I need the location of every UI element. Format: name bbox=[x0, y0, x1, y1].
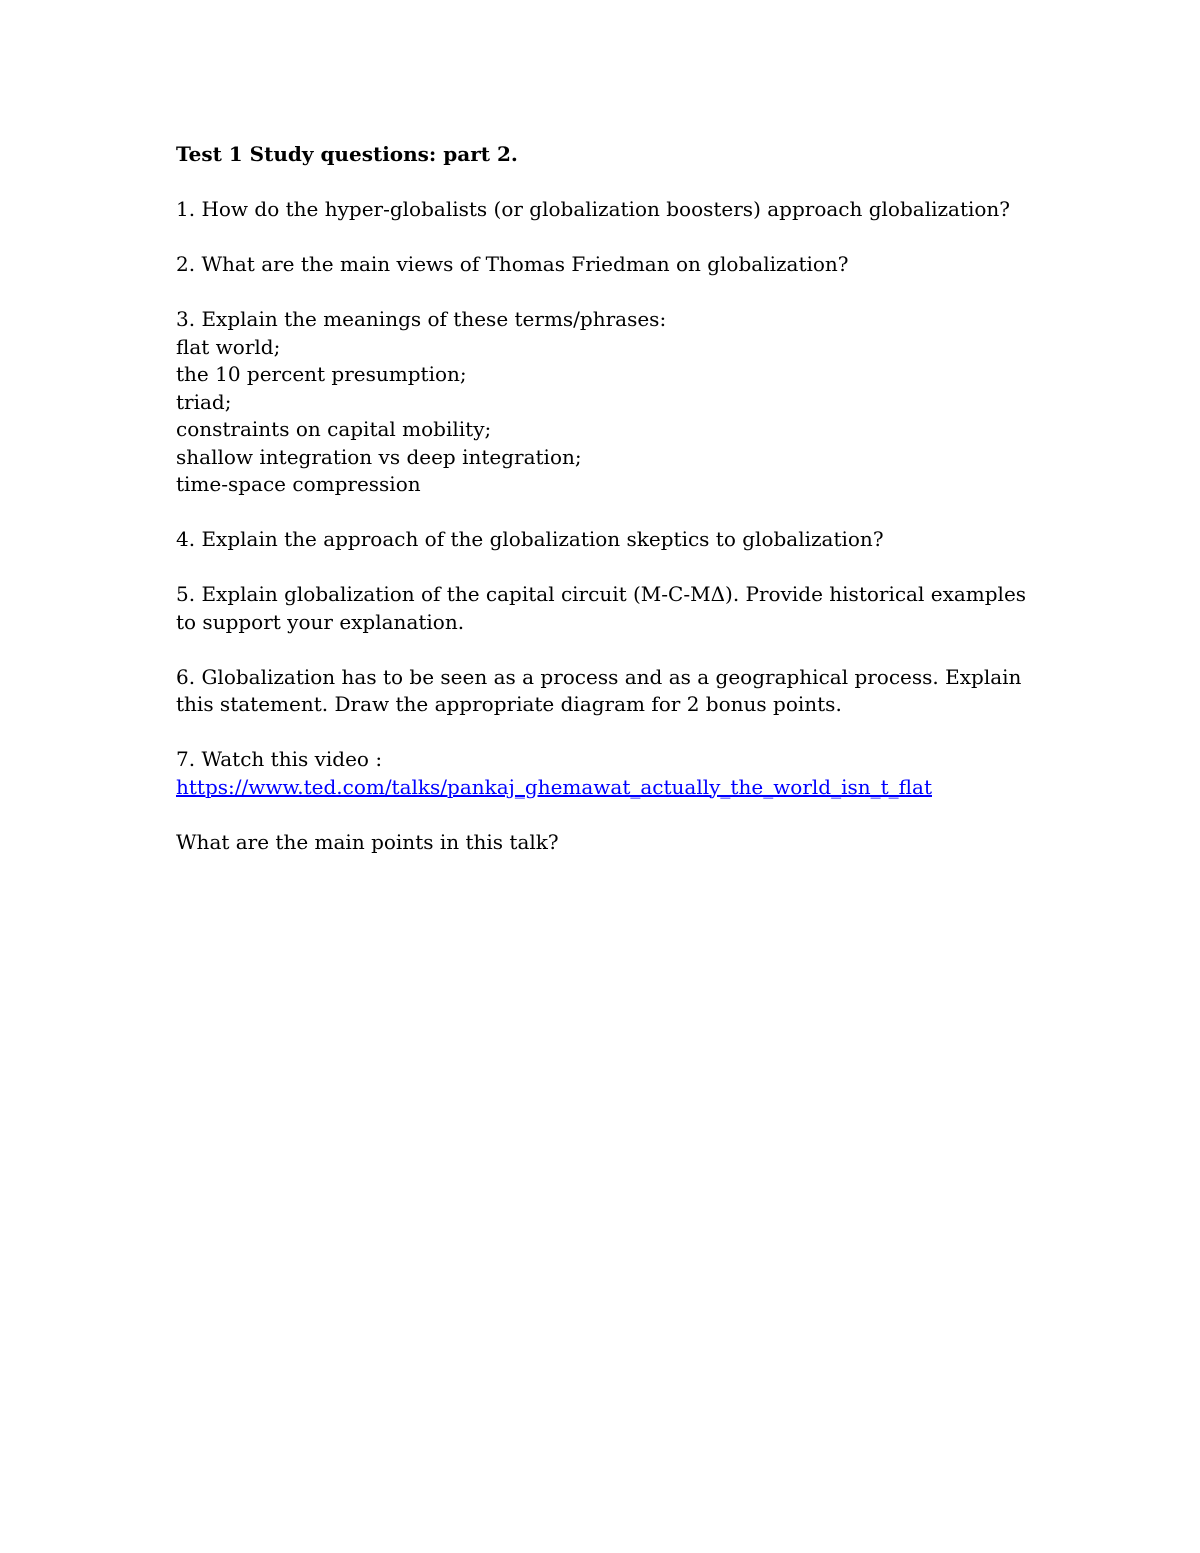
term-item: time-space compression bbox=[176, 472, 421, 496]
question-4-text: 4. Explain the approach of the globalization skeptics to globalization? bbox=[176, 527, 884, 551]
question-5 bbox=[176, 581, 1056, 636]
document-body bbox=[176, 141, 1056, 884]
question-6-line-1: 6. Globalization has to be seen as a process and as a geographical process. Explain bbox=[176, 664, 1022, 689]
question-6 bbox=[176, 664, 1056, 719]
question-2 bbox=[176, 251, 1056, 279]
closing-question-text: What are the main points in this talk? bbox=[176, 829, 559, 854]
term-item: shallow integration vs deep integration; bbox=[176, 444, 582, 469]
question-1-text: 1. How do the hyper-globalists (or globalization boosters) approach globalization? bbox=[176, 197, 1011, 221]
term-item: triad; bbox=[176, 389, 232, 414]
term-item: constraints on capital mobility; bbox=[176, 417, 492, 441]
question-2-text: 2. What are the main views of Thomas Friedman on globalization? bbox=[176, 252, 849, 276]
document-title: Test 1 Study questions: part 2. bbox=[176, 142, 518, 166]
question-5-line-1: 5. Explain globalization of the capital circuit (M-C-MΔ). Provide historical examples bbox=[176, 582, 1027, 606]
closing-question bbox=[176, 829, 1056, 857]
question-3 bbox=[176, 306, 1056, 499]
question-4 bbox=[176, 526, 1056, 554]
term-item: the 10 percent presumption; bbox=[176, 362, 467, 386]
question-6-line-2: this statement. Draw the appropriate diagram for 2 bonus points. bbox=[176, 692, 842, 716]
term-item: flat world; bbox=[176, 334, 281, 359]
question-3-intro: 3. Explain the meanings of these terms/phrases: bbox=[176, 307, 667, 331]
video-link[interactable]: https://www.ted.com/talks/pankaj_ghemawat_actually_the_world_isn_t_flat bbox=[176, 774, 932, 799]
question-5-line-2: to support your explanation. bbox=[176, 609, 465, 634]
question-7-intro: 7. Watch this video : bbox=[176, 747, 383, 771]
video-link-line bbox=[176, 774, 1056, 802]
question-7 bbox=[176, 746, 1056, 801]
question-1 bbox=[176, 196, 1056, 224]
